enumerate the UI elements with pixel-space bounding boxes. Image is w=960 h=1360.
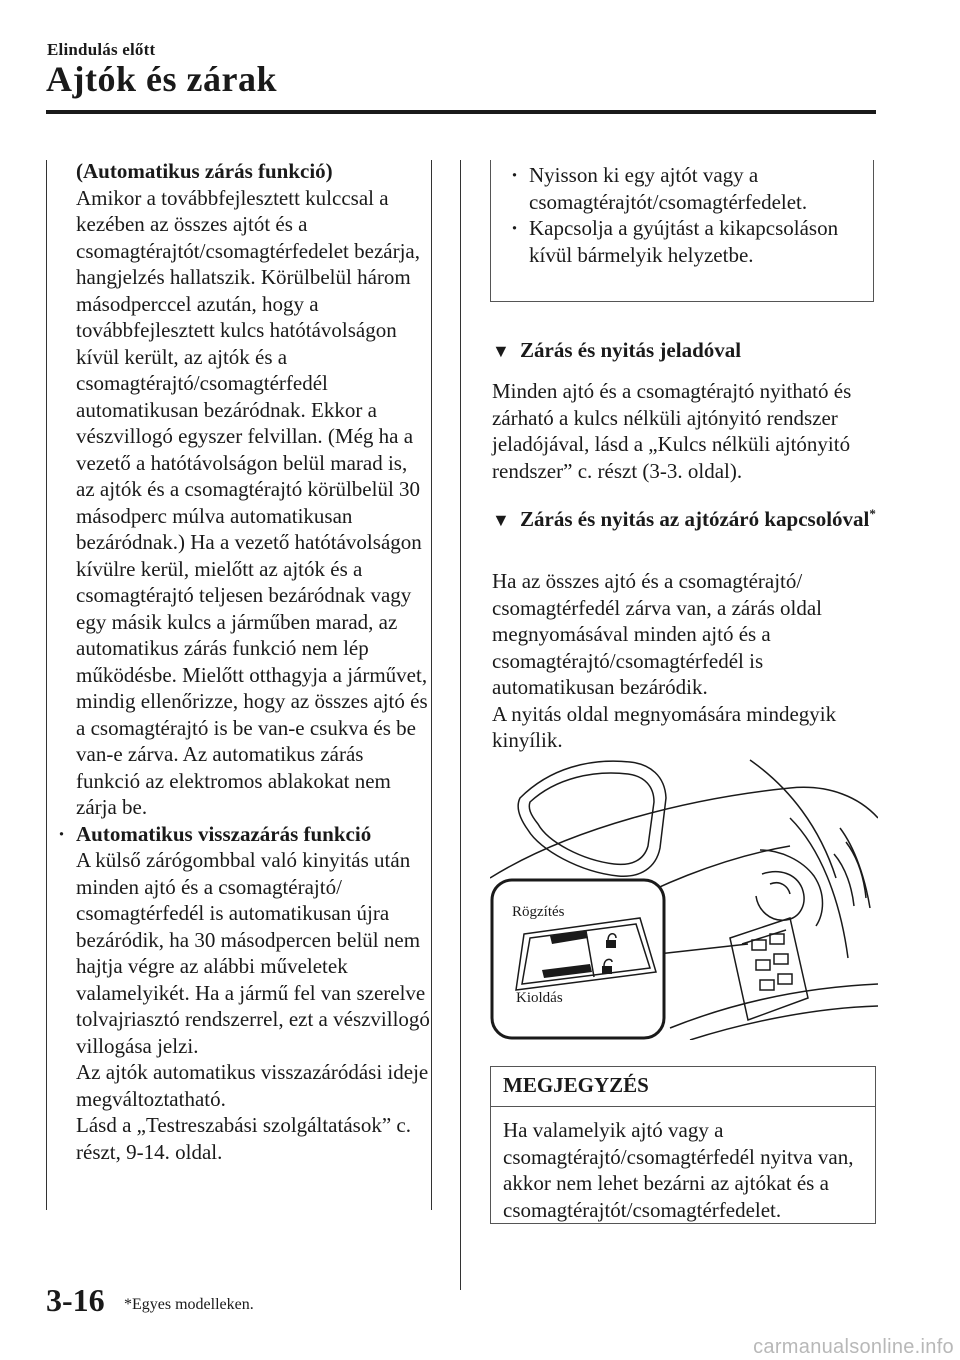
condition-item: · Kapcsolja a gyújtást a kikapcsoláson kívül bármelyik helyzetbe. bbox=[511, 215, 861, 268]
left-column-rule bbox=[46, 160, 47, 1210]
column-divider bbox=[460, 160, 461, 1290]
note-box bbox=[490, 1066, 876, 1224]
auto-lock-text: Amikor a továbbfejlesztett kulccsal a kezében az összes ajtót és a csomagtérajtót/csomagtérfedelet bezárja, hangjelzés hallatszik. Körülbelül három másodperccel azután, hogy a továbbfejlesztett kulcs hatótávolságon kívül került, az ajtók és a csomagtérajtó/csomagtérfedél automatikusan bezáródnak. Ekkor a vészvillogó egyszer felvillan. (Még ha a vezető a hatótávolságon belül marad is, az ajtók és a csomagtérajtó körülbelül 30 másodperc múlva automatikusan bezáródnak.) Ha a vezető hatótávolságon kívülre kerül, mielőtt az ajtók és a csomagtérajtó teljesen bezáródnak vagy egy másik kulcs a járműben marad, az automatikus zárás funkció nem lép működésbe. Mielőtt otthagyja a járművet, mindig ellenőrizze, hogy az összes ajtó és a csomagtérajtó is be van-e csukva és be van-e zárva. Az automatikus zárás funkció az elektromos ablakokat nem zárja be. bbox=[76, 185, 428, 819]
relock-heading: · Automatikus visszazárás funkció bbox=[58, 821, 430, 848]
transmitter-text: Minden ajtó és a csomagtérajtó nyitható és zárható a kulcs nélküli ajtónyitó rendszer jeladójával, lásd a „Kulcs nélküli ajtónyitó rendszer” c. részt (3-3. oldal). bbox=[492, 379, 852, 483]
triangle-down-icon: ▼ bbox=[492, 341, 510, 361]
page-number: 3-16 bbox=[46, 1282, 105, 1318]
condition-item: · Nyisson ki egy ajtót vagy a csomagtérajtót/csomagtérfedelet. bbox=[511, 162, 861, 215]
auto-lock-heading: (Automatikus zárás funkció) bbox=[76, 159, 333, 183]
relock-text-2: Az ajtók automatikus visszazáródási ideje megváltoztatható. bbox=[76, 1060, 429, 1111]
door-lock-switch-illustration bbox=[490, 758, 878, 1040]
door-switch-text: Ha az összes ajtó és a csomagtérajtó/ csomagtérfedél zárva van, a zárás oldal megnyomásával minden ajtó és a csomagtérajtó/csomagtérfedél is automatikusan bezáródik. A nyitás oldal megnyomására mindegyik kinyílik. bbox=[492, 569, 837, 752]
left-column-right-rule bbox=[431, 160, 432, 1210]
relock-text-3: Lásd a „Testreszabási szolgáltatások” c. részt, 9-14. oldal. bbox=[76, 1113, 411, 1164]
heading-transmitter: ▼ Zárás és nyitás jeladóval bbox=[492, 336, 741, 365]
page-title: Ajtók és zárak bbox=[46, 59, 277, 99]
note-title: MEGJEGYZÉS bbox=[491, 1067, 875, 1107]
relock-text: A külső zárógombbal való kinyitás után minden ajtó és a csomagtérajtó/ csomagtérfedél is automatikusan újra bezáródik, ha 30 másodpercen belül nem hajtja végre az alábbi műveletek valamelyikét. Ha a jármű fel van szerelve tolvajriasztó rendszerrel, ezt a vészvillogó villogása jelzi. bbox=[76, 848, 430, 1058]
section-label: Elindulás előtt bbox=[47, 40, 156, 59]
note-text: Ha valamelyik ajtó vagy a csomagtérajtó/csomagtérfedél nyitva van, akkor nem lehet bezárni az ajtókat és a csomagtérajtót/csomagtérfedelet. bbox=[503, 1118, 854, 1222]
unlock-label: Kioldás bbox=[516, 990, 563, 1006]
watermark: carmanualsonline.info bbox=[753, 1336, 954, 1358]
conditions-box bbox=[490, 160, 874, 302]
lock-label: Rögzítés bbox=[512, 904, 565, 920]
footnote: *Egyes modelleken. bbox=[124, 1296, 254, 1313]
title-rule bbox=[46, 110, 876, 114]
triangle-down-icon: ▼ bbox=[492, 510, 510, 530]
left-column bbox=[58, 158, 430, 1165]
heading-door-switch: ▼ Zárás és nyitás az ajtózáró kapcsolóval* bbox=[492, 500, 880, 534]
